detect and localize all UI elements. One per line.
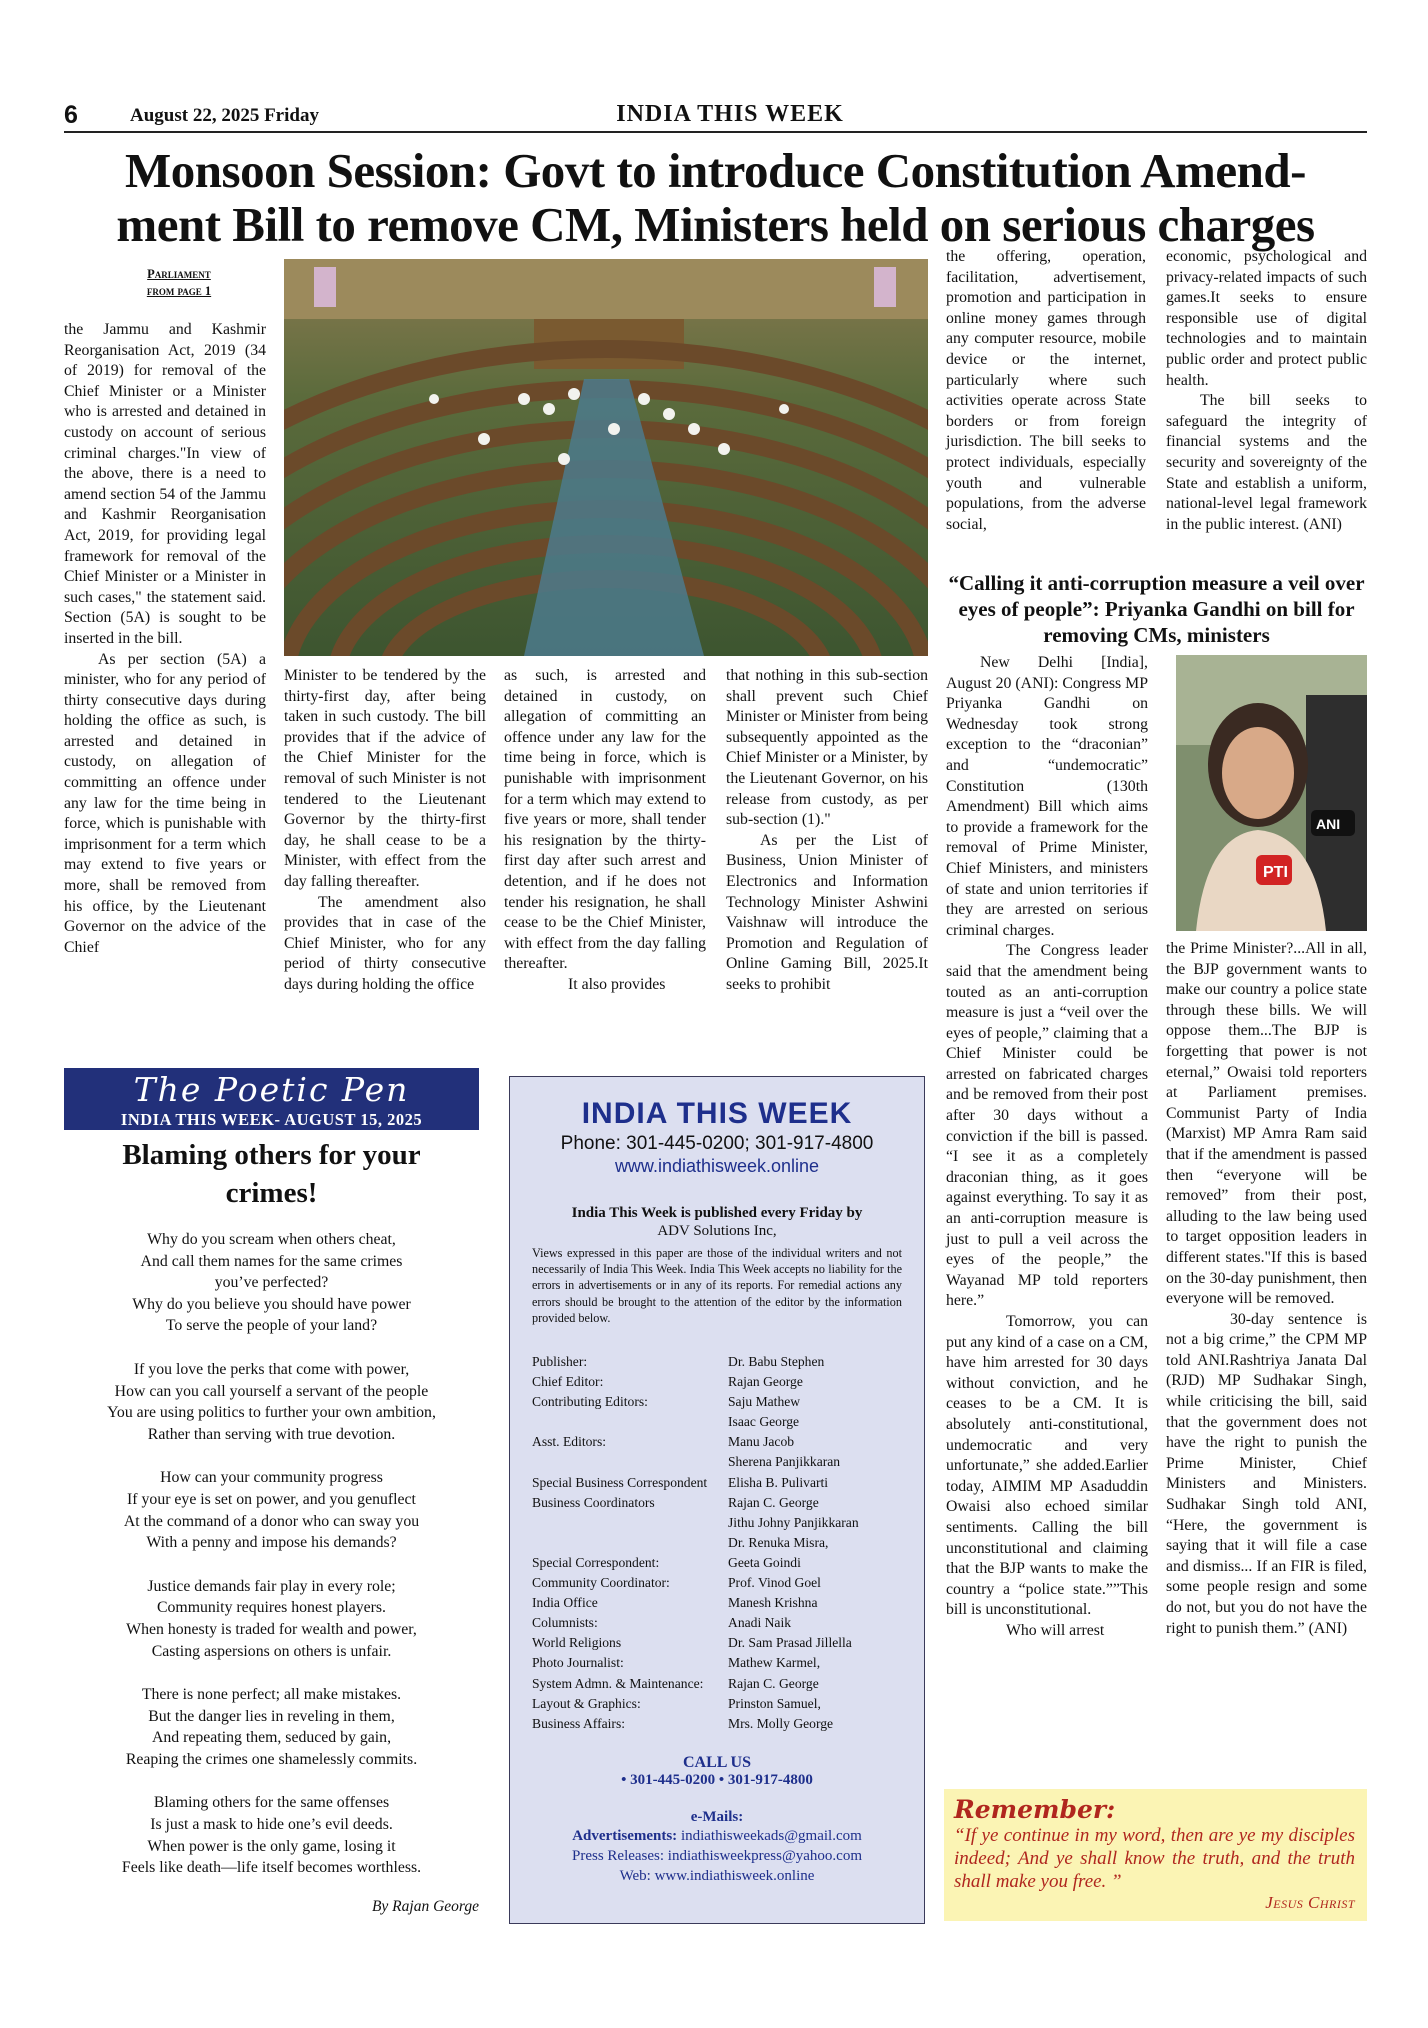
poem-line: You are using politics to further your own ambition, — [107, 1404, 436, 1422]
staff-role: World Religions — [532, 1635, 622, 1651]
staff-role — [532, 1412, 728, 1432]
staff-row — [532, 1674, 906, 1694]
staff-role: Contributing Editors: — [532, 1394, 648, 1410]
paragraph: the Prime Minister?...All in all, the BJP government wants to make our country a police state through these bills. We will oppose them...The BJP is forgetting that power is not eternal,” Owaisi told reporters at Parliament premises. Communist Party of India (Marxist) MP Amra Ram said that if the amendment is passed then “everyone will be removed” from their post, alluding to the law being used to target opposition leaders in different states."If this is based on the 30-day punishment, then everyone will be removed. — [1166, 940, 1367, 1308]
poetic-pen-title: The Poetic Pen — [133, 1070, 410, 1109]
staff-name: Rajan C. George — [728, 1675, 819, 1691]
poem-stanza — [64, 1467, 479, 1553]
poem-line: With a penny and impose his demands? — [146, 1534, 397, 1552]
staff-role: Publisher: — [532, 1354, 588, 1370]
parliament-photo-svg — [284, 259, 928, 656]
poem-stanza — [64, 1684, 479, 1770]
poem-body — [64, 1229, 479, 1901]
poem-line: Community requires honest players. — [156, 1599, 387, 1617]
staff-role — [532, 1513, 728, 1533]
poem-line: At the command of a donor who can sway you — [123, 1512, 420, 1530]
staff-row — [532, 1372, 906, 1392]
staff-name: Rajan George — [728, 1374, 803, 1390]
staff-role — [532, 1533, 728, 1553]
staff-role: India Office — [532, 1595, 598, 1611]
poem-line: When power is the only game, losing it — [147, 1837, 396, 1855]
masthead-box — [509, 1076, 925, 1924]
poem-line: Why do you scream when others cheat, — [147, 1231, 396, 1248]
poem-line: Blaming others for the same offenses — [153, 1794, 390, 1812]
staff-role: Columnists: — [532, 1615, 598, 1631]
paragraph: As per section (5A) a minister, who for any period of thirty consecutive days during holding the office as such, is arrested and detained in custody, on allegation of committing an offence under any law for the time being in force, which is punishable with imprisonment for a term which may extend to five years or more, shall be removed from his office, by the Lieutenant Governor on the advice of the Chief — [64, 650, 266, 956]
staff-name: Mrs. Molly George — [728, 1715, 834, 1731]
staff-row — [532, 1573, 906, 1593]
article2-col1 — [946, 653, 1148, 1642]
staff-role: System Admn. & Maintenance: — [532, 1675, 704, 1691]
poem-line: Reaping the crimes one shamelessly commits. — [125, 1750, 418, 1768]
paper-name: INDIA THIS WEEK — [616, 101, 844, 127]
paragraph: The Congress leader said that the amendment being touted as an anti-corruption measure is just a “veil over the eyes of people,” claiming that a Chief Minister could be arrested on fabricated charges and be removed from their post after 30 days without a conviction if the bill is passed. “I see it as a completely draconian thing, as it goes against everything. To say it as an anti-corruption measure is just to pull a veil across the eyes of the people,” the Wayanad MP told reporters here.” — [946, 942, 1148, 1310]
poem-title-line1: Blaming others for your — [122, 1139, 421, 1171]
poem-title-line2: crimes! — [225, 1177, 318, 1209]
staff-name: Jithu Johny Panjikkaran — [728, 1514, 859, 1530]
priyanka-photo-svg — [1176, 655, 1367, 931]
staff-role: Chief Editor: — [532, 1374, 604, 1390]
poem-line: Why do you believe you should have power — [132, 1295, 411, 1313]
press-releases-email[interactable]: Press Releases: indiathisweekpress@yahoo.com — [571, 1847, 862, 1864]
staff-name: Rajan C. George — [728, 1494, 819, 1510]
publisher-company: ADV Solutions Inc, — [657, 1223, 777, 1239]
poem-line: If you love the perks that come with power, — [133, 1360, 410, 1378]
staff-row — [532, 1553, 906, 1573]
ads-line — [528, 1826, 906, 1846]
poem-line: But the danger lies in reveling in them, — [148, 1707, 395, 1725]
poetic-pen-banner — [64, 1068, 479, 1130]
remember-box — [944, 1789, 1367, 1921]
staff-name: Dr. Sam Prasad Jillella — [728, 1635, 852, 1651]
paragraph: that nothing in this sub-section shall prevent such Chief Minister or Minister from being subsequently appointed as the Chief Minister or a Minister, by the Lieutenant Governor, on his release from custody, as per sub-section (1)." — [726, 667, 928, 829]
paragraph: the Jammu and Kashmir Reorganisation Act, 2019 (34 of 2019) for removal of the Chief Minister or a Minister who is arrested and detained in custody on account of serious criminal charges."In view of the above, there is a need to amend section 54 of the Jammu and Kashmir Reorganisation Act, 2019, for providing legal framework for removal of the Chief Minister or a Minister in such cases," the statement said. Section (5A) is sought to be inserted in the bill. — [64, 321, 266, 647]
staff-row — [532, 1493, 906, 1513]
staff-row — [532, 1694, 906, 1714]
paragraph: the offering, operation, facilitation, advertisement, promotion and participation in online money games through any computer resource, mobile device or the internet, particularly where such activities operate across State borders or from foreign jurisdiction. The bill seeks to protect individuals, especially youth and vulnerable populations, from the adverse social, — [946, 248, 1146, 533]
staff-name: Manu Jacob — [728, 1434, 795, 1450]
staff-row — [532, 1432, 906, 1452]
staff-name: Mathew Karmel, — [728, 1655, 821, 1671]
staff-name: Prinston Samuel, — [728, 1695, 821, 1711]
kicker-section: Parliament — [147, 267, 211, 281]
masthead-title: INDIA THIS WEEK — [581, 1097, 853, 1130]
article1-col6 — [1166, 247, 1367, 535]
article1-col3 — [504, 666, 706, 996]
staff-name: Saju Mathew — [728, 1394, 801, 1410]
page-number: 6 — [64, 101, 78, 129]
staff-row — [532, 1533, 906, 1553]
staff-row — [532, 1473, 906, 1493]
remember-heading: Remember: — [954, 1795, 1116, 1824]
poem-line: And repeating them, seduced by gain, — [151, 1729, 392, 1747]
published-note: India This Week is published every Friday by — [571, 1205, 863, 1221]
article1-col1 — [64, 320, 266, 958]
poem-line: Rather than serving with true devotion. — [147, 1425, 396, 1443]
staff-list — [528, 1352, 906, 1734]
header-rule — [64, 131, 1367, 133]
staff-row — [532, 1452, 906, 1472]
staff-row — [532, 1513, 906, 1533]
staff-role: Special Business Correspondent — [532, 1474, 708, 1490]
main-headline-line1: Monsoon Session: Govt to introduce Constitution Amend- — [125, 143, 1306, 198]
web-link[interactable]: Web: www.indiathisweek.online — [619, 1867, 815, 1884]
staff-name: Sherena Panjikkaran — [728, 1454, 841, 1470]
staff-name: Elisha B. Pulivarti — [728, 1474, 829, 1490]
article-kicker — [64, 266, 294, 300]
ads-email[interactable]: indiathisweekads@gmail.com — [680, 1827, 862, 1844]
article2-headline: “Calling it anti-corruption measure a veil over eyes of people”: Priyanka Gandhi on bill for removing CMs, ministers — [948, 571, 1365, 647]
poem-line: To serve the people of your land? — [165, 1317, 378, 1335]
staff-name: Geeta Goindi — [728, 1554, 801, 1570]
staff-role: Asst. Editors: — [532, 1434, 607, 1450]
staff-name: Manesh Krishna — [728, 1595, 818, 1611]
staff-row — [532, 1633, 906, 1653]
paragraph: As per the List of Business, Union Minister of Electronics and Information Technology Minister Ashwini Vaishnaw will introduce the Promotion and Regulation of Online Gaming Bill, 2025.It seeks to prohibit — [726, 831, 928, 993]
paragraph: Minister to be tendered by the thirty-first day, after being taken in such custody. The bill provides that if the advice of the Chief Minister for the removal of such Minister is not tendered to the Lieutenant Governor by the thirty-first day, he shall cease to be a Minister, with effect from the day falling thereafter. — [284, 667, 486, 890]
staff-role: Business Coordinators — [532, 1494, 655, 1510]
parliament-photo — [284, 259, 928, 656]
mic-logo-pti: PTI — [1263, 864, 1288, 881]
poem-line: When honesty is traded for wealth and power, — [126, 1620, 417, 1638]
poem-title — [64, 1136, 479, 1212]
poem-line: And call them names for the same crimes — [140, 1252, 403, 1270]
staff-role: Photo Journalist: — [532, 1655, 624, 1671]
poem-line: If your eye is set on power, and you genuflect — [127, 1490, 416, 1508]
staff-name: Dr. Babu Stephen — [728, 1354, 825, 1370]
poem-stanza — [64, 1792, 479, 1878]
poem-stanza — [64, 1359, 479, 1445]
main-headline-line2: ment Bill to remove CM, Ministers held on serious charges — [116, 197, 1315, 252]
priyanka-photo — [1176, 655, 1367, 931]
poetic-pen-date: INDIA THIS WEEK- AUGUST 15, 2025 — [120, 1110, 423, 1129]
paragraph: Tomorrow, you can put any kind of a case on a CM, have him arrested for 30 days without conviction, and he ceases to be a CM. It is absolutely anti-constitutional, undemocratic and very unfortunate,” she added.Earlier today, AIMIM MP Asaduddin Owaisi also echoed similar sentiments. Calling the bill unconstitutional and claiming that the BJP wants to make the country a “police state.””This bill is unconstitutional. — [946, 1313, 1148, 1619]
masthead-website: www.indiathisweek.online — [614, 1156, 820, 1176]
poem-stanza — [64, 1229, 479, 1337]
poem-line: Feels like death—life itself becomes worthless. — [121, 1859, 422, 1877]
paragraph: New Delhi [India], August 20 (ANI): Congress MP Priyanka Gandhi on Wednesday took strong exception to the “draconian” and “undemocratic” Constitution (130th Amendment) Bill which aims to provide a framework for the removal of Prime Minister, Chief Ministers, and ministers of state and union territories if they are arrested on serious criminal charges. — [946, 654, 1148, 939]
remember-quote: “If ye continue in my word, then are ye my disciples indeed; And ye shall know the truth, and the truth shall make you free. ” — [954, 1825, 1355, 1892]
staff-role: Community Coordinator: — [532, 1575, 670, 1591]
article1-col2 — [284, 666, 486, 996]
article1-col5 — [946, 247, 1146, 535]
staff-role: Special Correspondent: — [532, 1554, 660, 1570]
staff-row — [532, 1352, 906, 1372]
staff-role — [532, 1452, 728, 1472]
staff-name: Prof. Vinod Goel — [728, 1575, 821, 1591]
main-headline — [64, 144, 1367, 252]
paragraph: economic, psychological and privacy-related impacts of such games.It seeks to ensure responsible use of digital technologies and to maintain public order and protect public health. — [1166, 248, 1367, 389]
poem-line: Casting aspersions on others is unfair. — [151, 1642, 392, 1660]
staff-row — [532, 1412, 906, 1432]
staff-row — [532, 1613, 906, 1633]
article1-col4 — [726, 666, 928, 996]
poem-line: Is just a mask to hide one’s evil deeds. — [150, 1816, 393, 1834]
mic-logo-ani: ANI — [1316, 816, 1341, 832]
poem-stanza — [64, 1576, 479, 1662]
call-us-numbers: • 301-445-0200 • 301-917-4800 — [621, 1771, 813, 1788]
call-us-heading: CALL US — [682, 1753, 752, 1771]
staff-name: Dr. Renuka Misra, — [728, 1534, 829, 1550]
staff-name: Isaac George — [728, 1414, 800, 1430]
article2-col2 — [1166, 939, 1367, 1639]
paragraph: The amendment also provides that in case of the Chief Minister, who for any period of thirty consecutive days during holding the office — [284, 893, 486, 993]
staff-row — [532, 1653, 906, 1673]
emails-heading: e-Mails: — [690, 1808, 744, 1825]
paragraph: as such, is arrested and detained in custody, on allegation of committing an offence under any law for the time being in force, which is punishable with imprisonment for a term which may extend to five years or more, shall tender his resignation by the thirty-first day after such arrest and detention, and if he does not tender his resignation, he shall cease to be the Chief Minister, with effect from the day falling thereafter. — [504, 667, 706, 973]
kicker-jump: from page 1 — [146, 284, 212, 298]
staff-name: Anadi Naik — [728, 1615, 792, 1631]
issue-date: August 22, 2025 Friday — [130, 105, 319, 126]
poem-byline: By Rajan George — [371, 1898, 479, 1915]
remember-attribution: Jesus Christ — [1265, 1893, 1355, 1912]
paragraph: 30-day sentence is not a big crime,” the CPM MP told ANI.Rashtriya Janata Dal (RJD) MP Sudhakar Singh, while criticising the bill, said that the government does not have the right to punish the Prime Minister, Chief Ministers and Ministers. Sudhakar Singh told ANI, “Here, the government is saying that it will file a case and dismiss... If an FIR is filed, some people resign and some do not, but you do not have the right to punish them.” (ANI) — [1166, 1310, 1367, 1637]
disclaimer: Views expressed in this paper are those of the individual writers and not necessarily of India This Week. India This Week accepts no liability for the errors in advertisements or in any of its reports. For remedial actions any errors should be brought to the attention of the editor by the information provided below. — [532, 1246, 902, 1325]
poem-line: There is none perfect; all make mistakes. — [141, 1686, 402, 1704]
paragraph: Who will arrest — [1006, 1621, 1105, 1639]
staff-role: Business Affairs: — [532, 1715, 626, 1731]
paragraph: The bill seeks to safeguard the integrity of financial systems and the security and sovereignty of the State and establish a uniform, national-level legal framework in the public interest. (ANI) — [1166, 392, 1367, 533]
staff-row — [532, 1593, 906, 1613]
staff-role: Layout & Graphics: — [532, 1695, 641, 1711]
staff-row — [532, 1392, 906, 1412]
poem-line: you’ve perfected? — [214, 1274, 329, 1292]
poem-line: Justice demands fair play in every role; — [147, 1577, 396, 1595]
poem-line: How can you call yourself a servant of the people — [114, 1382, 429, 1400]
ads-label: Advertisements: — [572, 1827, 678, 1844]
masthead-phone: Phone: 301-445-0200; 301-917-4800 — [560, 1133, 874, 1154]
staff-row — [532, 1714, 906, 1734]
poem-line: How can your community progress — [160, 1469, 383, 1487]
paragraph: It also provides — [568, 975, 666, 993]
